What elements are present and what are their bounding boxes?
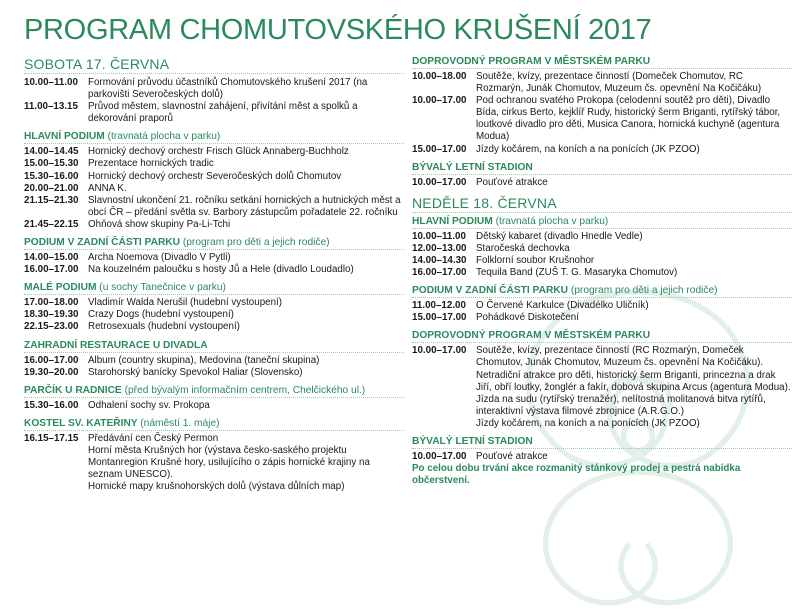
section-title: DOPROVODNÝ PROGRAM V MĚSTSKÉM PARKU bbox=[412, 330, 651, 342]
schedule-row bbox=[412, 418, 792, 430]
schedule-row bbox=[24, 101, 404, 125]
time bbox=[24, 445, 88, 481]
section-title: MALÉ PODIUM bbox=[24, 282, 97, 294]
event: Odhalení sochy sv. Prokopa bbox=[88, 399, 210, 411]
schedule-row bbox=[24, 355, 404, 367]
event: Formování průvodu účastníků Chomutovského krušení 2017 (na parkovišti Severočeských dolů) bbox=[88, 77, 368, 101]
event: Jízdy kočárem, na koních a na ponících (JK PZOO) bbox=[476, 143, 700, 155]
time bbox=[412, 370, 476, 394]
event: Průvod městem, slavnostní zahájení, přivítání měst a spolků a dekorování praporů bbox=[88, 101, 358, 125]
event: Jízdy kočárem, na koních a na ponících (JK PZOO) bbox=[476, 417, 700, 429]
time: 10.00–17.00 bbox=[412, 95, 467, 107]
time: 16.15–17.15 bbox=[24, 432, 79, 444]
saturday-garden bbox=[24, 340, 404, 379]
time: 21.15–21.30 bbox=[24, 194, 79, 206]
time: 16.00–17.00 bbox=[412, 267, 467, 279]
time: 10.00–17.00 bbox=[412, 450, 467, 462]
saturday-back-stage bbox=[24, 237, 404, 276]
schedule-row bbox=[412, 144, 792, 156]
section-heading bbox=[24, 340, 404, 353]
section-subtitle: (travnatá plocha v parku) bbox=[107, 131, 221, 143]
event: Dětský kabaret (divadlo Hnedle Vedle) bbox=[476, 230, 643, 242]
schedule-row bbox=[24, 367, 404, 379]
section-subtitle: (program pro děti a jejich rodiče) bbox=[182, 237, 330, 249]
time: 15.30–16.00 bbox=[24, 399, 79, 411]
section-title: HLAVNÍ PODIUM bbox=[24, 131, 105, 143]
event: Soutěže, kvízy, prezentace činností (Domeček Chomutov, RC Rozmarýn, Junák Chomutov, Muzeum čs. opevnění Na Kočičáku) bbox=[476, 71, 762, 95]
time: 18.30–19.30 bbox=[24, 309, 79, 321]
event: Pohádkové Diskotečení bbox=[476, 312, 579, 324]
schedule-row bbox=[24, 171, 404, 183]
time: 16.00–17.00 bbox=[24, 354, 79, 366]
schedule-row bbox=[24, 445, 404, 481]
saturday-church bbox=[24, 418, 404, 493]
time: 12.00–13.00 bbox=[412, 242, 467, 254]
schedule-row bbox=[24, 219, 404, 231]
section-subtitle: (program pro děti a jejich rodiče) bbox=[570, 285, 718, 297]
schedule-row bbox=[412, 95, 792, 143]
event: Starohorský banícky Spevokol Haliar (Slovensko) bbox=[88, 366, 303, 378]
schedule-row bbox=[24, 309, 404, 321]
section-title: BÝVALÝ LETNÍ STADION bbox=[412, 161, 533, 173]
event: Na kouzelném paloučku s hosty Jů a Hele (divadlo Loudadlo) bbox=[88, 264, 354, 276]
event: Jízda na sudu (rytířský trenažér), nelítostná molitanová bitva rytířů, interaktivní výstava filmové zbrojnice (A.R.G.O.) bbox=[476, 393, 766, 417]
time: 14.00–14.45 bbox=[24, 146, 79, 158]
section-heading bbox=[24, 418, 404, 431]
sunday-heading: NEDĚLE 18. ČERVNA bbox=[412, 195, 792, 213]
closing-note: Po celou dobu trvání akce rozmanitý stánkový prodej a pestrá nabídka občerstvení. bbox=[412, 463, 741, 487]
event: Slavnostní ukončení 21. ročníku setkání hornických a hutnických měst a obcí ČR – předání světla sv. Barbory zástupcům pořadatele 22. ročníku bbox=[88, 194, 401, 218]
section-subtitle: (u sochy Tanečnice v parku) bbox=[99, 282, 226, 294]
schedule-row bbox=[24, 146, 404, 158]
time: 10.00–18.00 bbox=[412, 71, 467, 82]
schedule-row bbox=[24, 252, 404, 264]
section-title: HLAVNÍ PODIUM bbox=[412, 215, 493, 227]
section-subtitle: (náměstí 1. máje) bbox=[140, 417, 220, 429]
event: Ohňová show skupiny Pa-Li-Tchi bbox=[88, 218, 231, 230]
schedule-row bbox=[412, 394, 792, 418]
section-heading bbox=[412, 330, 792, 343]
section-heading bbox=[412, 285, 792, 298]
section-title: BÝVALÝ LETNÍ STADION bbox=[412, 435, 533, 447]
section-title: DOPROVODNÝ PROGRAM V MĚSTSKÉM PARKU bbox=[412, 56, 651, 67]
section-heading bbox=[24, 131, 404, 144]
schedule-row bbox=[24, 297, 404, 309]
event: Pouťové atrakce bbox=[476, 450, 548, 462]
saturday-small-stage bbox=[24, 282, 404, 333]
event: Netradiční atrakce pro děti, historický šerm Briganti, princezna a drak Jiří, obří loutky, žonglér a fakír, dobová skupina Arcus (agentura Modua). bbox=[476, 369, 791, 393]
schedule-row bbox=[24, 264, 404, 276]
section-heading bbox=[24, 385, 404, 398]
time: 14.00–14.30 bbox=[412, 254, 467, 266]
time: 19.30–20.00 bbox=[24, 366, 79, 378]
saturday-side-program bbox=[412, 56, 792, 156]
saturday-column bbox=[24, 56, 404, 499]
time: 22.15–23.00 bbox=[24, 321, 79, 333]
section-title: KOSTEL SV. KATEŘINY bbox=[24, 417, 138, 429]
event: Staročeská dechovka bbox=[476, 242, 570, 254]
time: 15.00–17.00 bbox=[412, 143, 467, 155]
schedule-row bbox=[412, 243, 792, 255]
event: Tequila Band (ZUŠ T. G. Masaryka Chomutov) bbox=[476, 267, 678, 279]
section-subtitle: (travnatá plocha v parku) bbox=[495, 215, 609, 227]
section-title: PODIUM V ZADNÍ ČÁSTI PARKU bbox=[24, 237, 181, 249]
section-heading bbox=[412, 216, 792, 229]
event: Hornický dechový orchestr Frisch Glück Annaberg-Buchholz bbox=[88, 146, 349, 158]
section-heading bbox=[24, 282, 404, 295]
event: Horní města Krušných hor (výstava česko-saského projektu Montanregion Krušné hory, usilujícího o zápis hornické krajiny na seznam UNESCO). bbox=[88, 444, 370, 481]
section-subtitle: (před bývalým informačním centrem, Chelčického ul.) bbox=[124, 384, 366, 396]
event: O Červené Karkulce (Divadélko Uličník) bbox=[476, 300, 649, 312]
schedule-row bbox=[412, 451, 792, 463]
saturday-stadium bbox=[412, 162, 792, 189]
schedule-row bbox=[24, 158, 404, 170]
section-heading bbox=[412, 56, 792, 69]
time: 11.00–13.15 bbox=[24, 101, 78, 113]
time: 20.00–21.00 bbox=[24, 182, 79, 194]
schedule-row bbox=[412, 71, 792, 95]
time bbox=[24, 481, 88, 493]
saturday-town-hall bbox=[24, 385, 404, 412]
time bbox=[412, 418, 476, 430]
section-heading bbox=[412, 436, 792, 449]
event: Soutěže, kvízy, prezentace činností (RC Rozmarýn, Domeček Chomutov, Junák Chomutov, Muzeum čs. opevnění Na Kočičáku). bbox=[476, 345, 764, 369]
schedule-row bbox=[412, 231, 792, 243]
schedule-row bbox=[24, 481, 404, 493]
schedule-row bbox=[412, 255, 792, 267]
sunday-main-stage bbox=[412, 216, 792, 279]
schedule-row bbox=[412, 177, 792, 189]
event: Vladimír Walda Nerušil (hudební vystoupení) bbox=[88, 297, 283, 309]
time: 15.00–15.30 bbox=[24, 158, 79, 170]
event: Předávání cen Český Permon bbox=[88, 432, 219, 444]
schedule-row bbox=[412, 267, 792, 279]
section-heading bbox=[24, 237, 404, 250]
schedule-row bbox=[24, 321, 404, 333]
time: 10.00–17.00 bbox=[412, 176, 467, 188]
schedule-row bbox=[412, 300, 792, 312]
time: 15.30–16.00 bbox=[24, 170, 79, 182]
event: Pod ochranou svatého Prokopa (celodenní soutěž pro děti), Divadlo Bída, cirkus Berto, kejklíř Rudy, historický šerm Briganti, rytířský tábor, loutkové divadlo pro děti, Musica Canora, hornická kuchyně (agentura Modua) bbox=[476, 95, 781, 143]
section-title: PARČÍK U RADNICE bbox=[24, 384, 122, 396]
schedule-row bbox=[24, 77, 404, 101]
event: ANNA K. bbox=[88, 182, 127, 194]
time: 10.00–11.00 bbox=[412, 230, 466, 242]
schedule-row bbox=[412, 312, 792, 324]
time: 10.00–11.00 bbox=[24, 77, 78, 88]
event: Crazy Dogs (hudební vystoupení) bbox=[88, 309, 234, 321]
time bbox=[412, 394, 476, 418]
event: Hornické mapy krušnohorských dolů (výstava důlních map) bbox=[88, 481, 345, 493]
right-column bbox=[412, 56, 792, 493]
schedule-row bbox=[24, 195, 404, 219]
time: 15.00–17.00 bbox=[412, 312, 467, 324]
section-heading bbox=[412, 162, 792, 175]
sunday-stadium bbox=[412, 436, 792, 487]
event: Album (country skupina), Medovina (taneční skupina) bbox=[88, 354, 320, 366]
schedule-row bbox=[24, 183, 404, 195]
time: 17.00–18.00 bbox=[24, 297, 79, 309]
section-title: PODIUM V ZADNÍ ČÁSTI PARKU bbox=[412, 285, 569, 297]
event: Retrosexuals (hudební vystoupení) bbox=[88, 321, 240, 333]
section-title: ZAHRADNÍ RESTAURACE U DIVADLA bbox=[24, 339, 208, 351]
schedule-row bbox=[24, 433, 404, 445]
page-title: PROGRAM CHOMUTOVSKÉHO KRUŠENÍ 2017 bbox=[24, 14, 652, 46]
sunday-back-stage bbox=[412, 285, 792, 324]
event: Prezentace hornických tradic bbox=[88, 158, 214, 170]
time: 11.00–12.00 bbox=[412, 300, 466, 312]
time: 16.00–17.00 bbox=[24, 264, 79, 276]
time: 10.00–17.00 bbox=[412, 345, 467, 357]
event: Pouťové atrakce bbox=[476, 176, 548, 188]
saturday-opening bbox=[24, 77, 404, 125]
time: 14.00–15.00 bbox=[24, 252, 79, 264]
event: Hornický dechový orchestr Severočeských dolů Chomutov bbox=[88, 170, 342, 182]
event: Archa Noemova (Divadlo V Pytli) bbox=[88, 252, 231, 264]
saturday-heading: SOBOTA 17. ČERVNA bbox=[24, 56, 404, 74]
time: 21.45–22.15 bbox=[24, 218, 79, 230]
schedule-row bbox=[412, 370, 792, 394]
saturday-main-stage bbox=[24, 131, 404, 231]
schedule-row bbox=[412, 345, 792, 369]
schedule-row bbox=[24, 400, 404, 412]
sunday-side-program bbox=[412, 330, 792, 430]
event: Folklorní soubor Krušnohor bbox=[476, 254, 595, 266]
